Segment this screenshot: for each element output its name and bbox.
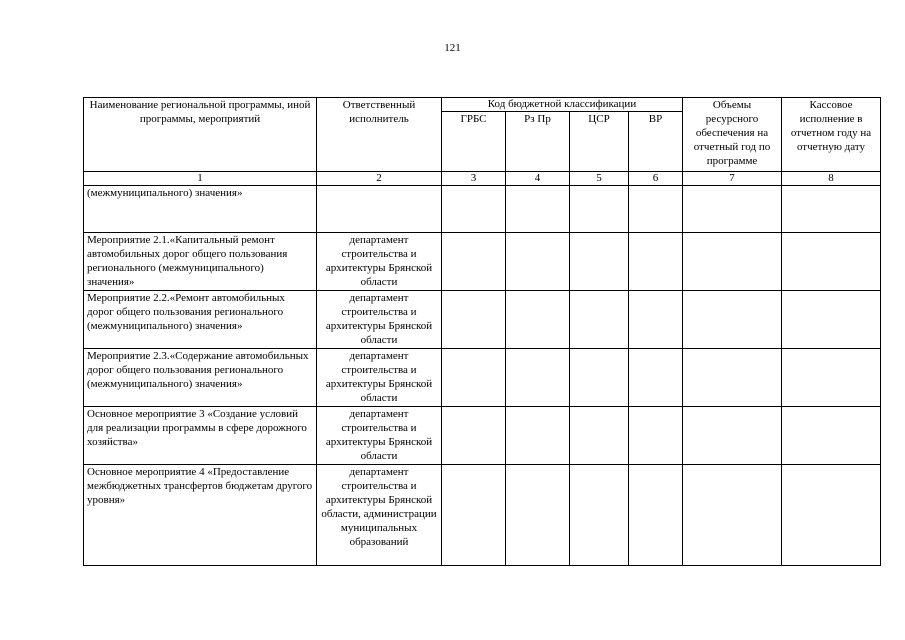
row-name: (межмуниципального) значения» [84, 186, 317, 233]
cell-vr [629, 465, 683, 566]
cell-vr [629, 291, 683, 349]
table-row [84, 349, 881, 407]
header-vr: ВР [629, 112, 683, 172]
cell-cash [782, 186, 881, 233]
cell-volumes [683, 291, 782, 349]
row-executor: департамент строительства и архитектуры Брянской области [317, 407, 442, 465]
column-numbers-row [84, 172, 881, 186]
row-name: Мероприятие 2.2.«Ремонт автомобильных дорог общего пользования регионального (межмуниципального) значения» [84, 291, 317, 349]
header-executor: Ответственный исполнитель [317, 98, 442, 172]
column-number: 5 [570, 172, 629, 186]
row-executor [317, 186, 442, 233]
budget-table [83, 97, 881, 566]
cell-csr [570, 233, 629, 291]
header-volumes: Объемы ресурсного обеспечения на отчетный год по программе [683, 98, 782, 172]
cell-csr [570, 291, 629, 349]
header-rzpr: Рз Пр [506, 112, 570, 172]
cell-rzpr [506, 186, 570, 233]
cell-rzpr [506, 465, 570, 566]
cell-vr [629, 233, 683, 291]
row-executor: департамент строительства и архитектуры Брянской области [317, 233, 442, 291]
cell-csr [570, 407, 629, 465]
cell-grbs [442, 186, 506, 233]
header-csr: ЦСР [570, 112, 629, 172]
cell-csr [570, 465, 629, 566]
table-row [84, 291, 881, 349]
cell-vr [629, 349, 683, 407]
cell-grbs [442, 233, 506, 291]
cell-csr [570, 349, 629, 407]
row-name: Мероприятие 2.3.«Содержание автомобильных дорог общего пользования регионального (межмуниципального) значения» [84, 349, 317, 407]
row-executor: департамент строительства и архитектуры Брянской области [317, 291, 442, 349]
row-executor: департамент строительства и архитектуры Брянской области [317, 349, 442, 407]
header-cash: Кассовое исполнение в отчетном году на отчетную дату [782, 98, 881, 172]
table-row [84, 186, 881, 233]
row-name: Мероприятие 2.1.«Капитальный ремонт автомобильных дорог общего пользования регионального (межмуниципального) значения» [84, 233, 317, 291]
cell-volumes [683, 407, 782, 465]
header-row-1 [84, 98, 881, 112]
cell-csr [570, 186, 629, 233]
cell-grbs [442, 465, 506, 566]
cell-cash [782, 349, 881, 407]
cell-grbs [442, 407, 506, 465]
cell-volumes [683, 233, 782, 291]
column-number: 8 [782, 172, 881, 186]
cell-rzpr [506, 407, 570, 465]
page-number: 121 [444, 42, 461, 54]
header-budget-code: Код бюджетной классификации [442, 98, 683, 112]
header-name: Наименование региональной программы, иной программы, мероприятий [84, 98, 317, 172]
cell-vr [629, 186, 683, 233]
cell-volumes [683, 465, 782, 566]
cell-cash [782, 407, 881, 465]
cell-grbs [442, 349, 506, 407]
table-row [84, 233, 881, 291]
row-name: Основное мероприятие 4 «Предоставление межбюджетных трансфертов бюджетам другого уровня» [84, 465, 317, 566]
cell-cash [782, 291, 881, 349]
cell-grbs [442, 291, 506, 349]
header-grbs: ГРБС [442, 112, 506, 172]
row-name: Основное мероприятие 3 «Создание условий для реализации программы в сфере дорожного хозяйства» [84, 407, 317, 465]
column-number: 7 [683, 172, 782, 186]
cell-rzpr [506, 349, 570, 407]
cell-volumes [683, 349, 782, 407]
column-number: 6 [629, 172, 683, 186]
row-executor: департамент строительства и архитектуры Брянской области, администрации муниципальных образований [317, 465, 442, 566]
column-number: 3 [442, 172, 506, 186]
cell-volumes [683, 186, 782, 233]
cell-cash [782, 233, 881, 291]
cell-vr [629, 407, 683, 465]
cell-rzpr [506, 291, 570, 349]
table-row [84, 407, 881, 465]
column-number: 1 [84, 172, 317, 186]
table-row [84, 465, 881, 566]
column-number: 2 [317, 172, 442, 186]
column-number: 4 [506, 172, 570, 186]
cell-cash [782, 465, 881, 566]
cell-rzpr [506, 233, 570, 291]
